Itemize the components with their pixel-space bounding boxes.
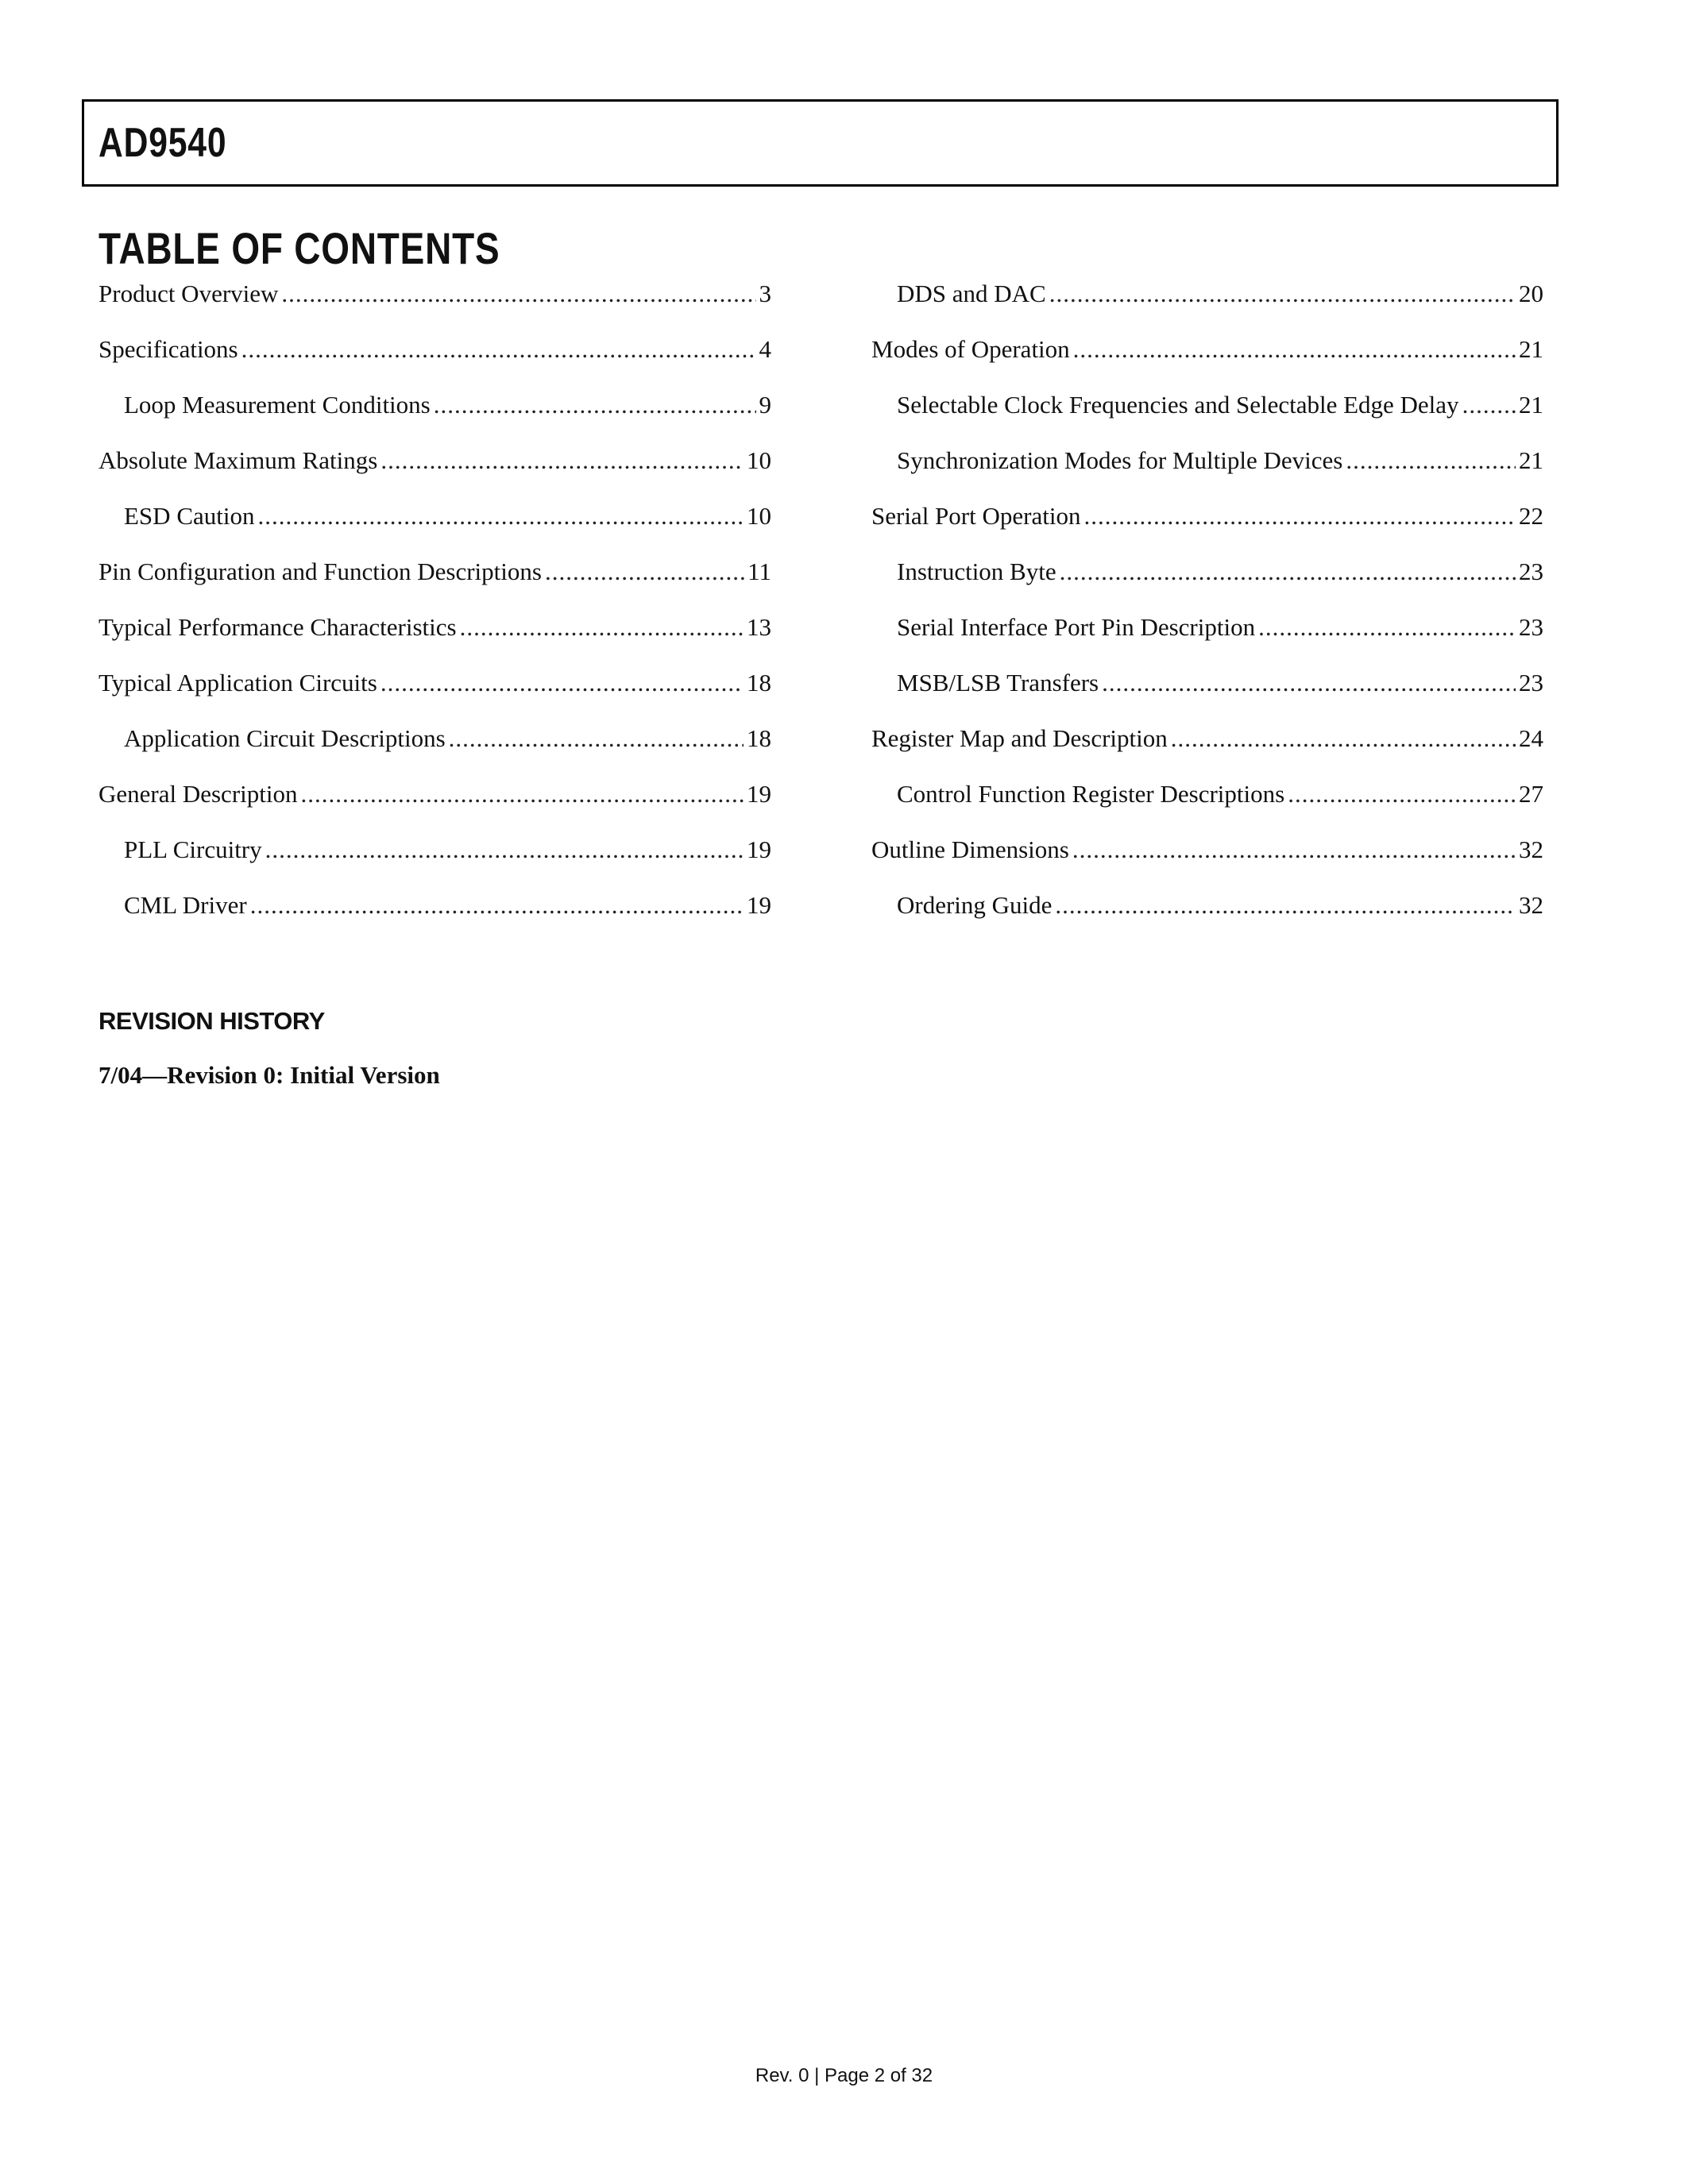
toc-entry-page-number: 23 <box>1519 669 1543 696</box>
toc-entry-page-number: 4 <box>759 335 771 363</box>
toc-entry-label: DDS and DAC <box>897 280 1046 307</box>
header-box <box>82 99 1559 187</box>
toc-entry-label: Outline Dimensions <box>871 835 1069 863</box>
toc-entry-page-number: 19 <box>747 891 771 919</box>
toc-entry-page-number: 10 <box>747 446 771 474</box>
toc-entry-page-number: 32 <box>1519 835 1543 863</box>
page-footer: Rev. 0 | Page 2 of 32 <box>755 2065 933 2086</box>
toc-entry-label: Modes of Operation <box>871 335 1070 363</box>
revision-history-heading: REVISION HISTORY <box>98 1007 325 1035</box>
toc-entry-label: Product Overview <box>98 280 279 307</box>
revision-entry: 7/04—Revision 0: Initial Version <box>98 1061 440 1089</box>
toc-entry-label: Pin Configuration and Function Descriptions <box>98 558 542 585</box>
toc-entry-page-number: 21 <box>1519 335 1543 363</box>
toc-entry-page-number: 24 <box>1519 724 1543 752</box>
toc-entry-page-number: 13 <box>747 613 771 641</box>
toc-dot-leader <box>380 669 744 697</box>
toc-entry[interactable] <box>871 391 1543 446</box>
toc-entry[interactable] <box>98 446 771 502</box>
toc-dot-leader <box>1072 835 1516 864</box>
toc-dot-leader <box>1288 780 1516 808</box>
toc-entry-label: Typical Performance Characteristics <box>98 613 457 641</box>
toc-entry-page-number: 21 <box>1519 391 1543 419</box>
toc-dot-leader <box>1049 280 1516 308</box>
toc-entry[interactable] <box>98 391 771 446</box>
toc-dot-leader <box>545 558 744 586</box>
toc-entry-label: Selectable Clock Frequencies and Selectable Edge Delay <box>897 391 1459 419</box>
toc-entry-label: PLL Circuitry <box>124 835 262 863</box>
toc-entry-page-number: 11 <box>747 558 771 585</box>
toc-entry[interactable] <box>98 724 771 780</box>
toc-entry-page-number: 18 <box>747 724 771 752</box>
toc-left-column <box>98 280 771 947</box>
toc-heading: TABLE OF CONTENTS <box>98 223 500 273</box>
toc-entry[interactable] <box>98 780 771 835</box>
toc-entry-page-number: 20 <box>1519 280 1543 307</box>
toc-entry[interactable] <box>871 502 1543 558</box>
toc-entry[interactable] <box>98 335 771 391</box>
toc-entry[interactable] <box>98 835 771 891</box>
toc-entry-page-number: 27 <box>1519 780 1543 808</box>
toc-entry[interactable] <box>98 280 771 335</box>
toc-dot-leader <box>1102 669 1516 697</box>
toc-entry-label: MSB/LSB Transfers <box>897 669 1099 696</box>
toc-entry-page-number: 18 <box>747 669 771 696</box>
toc-right-column <box>871 280 1543 947</box>
toc-entry-page-number: 10 <box>747 502 771 530</box>
toc-entry-label: Synchronization Modes for Multiple Devices <box>897 446 1343 474</box>
toc-entry-page-number: 23 <box>1519 558 1543 585</box>
toc-entry[interactable] <box>871 891 1543 947</box>
toc-entry-label: Serial Interface Port Pin Description <box>897 613 1256 641</box>
toc-entry-label: ESD Caution <box>124 502 255 530</box>
toc-entry[interactable] <box>98 613 771 669</box>
toc-dot-leader <box>1060 558 1516 586</box>
toc-entry-label: Serial Port Operation <box>871 502 1081 530</box>
toc-entry-page-number: 3 <box>759 280 771 307</box>
toc-entry-label: Typical Application Circuits <box>98 669 377 696</box>
toc-entry-label: Application Circuit Descriptions <box>124 724 446 752</box>
toc-entry[interactable] <box>98 502 771 558</box>
toc-entry[interactable] <box>871 335 1543 391</box>
toc-dot-leader <box>449 724 744 753</box>
toc-dot-leader <box>257 502 744 531</box>
toc-entry-label: Specifications <box>98 335 238 363</box>
toc-entry-page-number: 23 <box>1519 613 1543 641</box>
toc-entry-label: General Description <box>98 780 298 808</box>
toc-entry[interactable] <box>871 613 1543 669</box>
part-number-title: AD9540 <box>98 120 227 166</box>
toc-dot-leader <box>300 780 744 808</box>
toc-dot-leader <box>380 446 744 475</box>
toc-entry-page-number: 21 <box>1519 446 1543 474</box>
toc-dot-leader <box>1258 613 1516 642</box>
toc-entry[interactable] <box>98 669 771 724</box>
toc-dot-leader <box>460 613 744 642</box>
toc-entry-label: Loop Measurement Conditions <box>124 391 431 419</box>
toc-entry-label: Control Function Register Descriptions <box>897 780 1285 808</box>
toc-entry[interactable] <box>871 724 1543 780</box>
toc-entry-page-number: 19 <box>747 835 771 863</box>
toc-dot-leader <box>265 835 744 864</box>
toc-entry-page-number: 22 <box>1519 502 1543 530</box>
toc-entry[interactable] <box>871 446 1543 502</box>
toc-entry[interactable] <box>871 558 1543 613</box>
toc-entry-label: Absolute Maximum Ratings <box>98 446 378 474</box>
toc-dot-leader <box>241 335 756 364</box>
toc-dot-leader <box>250 891 744 920</box>
toc-dot-leader <box>1462 391 1516 419</box>
toc-entry-label: Ordering Guide <box>897 891 1053 919</box>
toc-dot-leader <box>1346 446 1516 475</box>
toc-entry[interactable] <box>98 891 771 947</box>
toc-dot-leader <box>281 280 755 308</box>
toc-dot-leader <box>1073 335 1516 364</box>
toc-entry-page-number: 9 <box>759 391 771 419</box>
toc-dot-leader <box>434 391 756 419</box>
toc-dot-leader <box>1055 891 1516 920</box>
toc-entry-label: Register Map and Description <box>871 724 1168 752</box>
toc-entry[interactable] <box>871 669 1543 724</box>
toc-dot-leader <box>1171 724 1516 753</box>
toc-entry-page-number: 32 <box>1519 891 1543 919</box>
toc-entry[interactable] <box>871 835 1543 891</box>
toc-entry[interactable] <box>98 558 771 613</box>
toc-dot-leader <box>1083 502 1516 531</box>
toc-entry[interactable] <box>871 780 1543 835</box>
toc-entry-label: CML Driver <box>124 891 247 919</box>
toc-entry[interactable] <box>871 280 1543 335</box>
toc-entry-label: Instruction Byte <box>897 558 1056 585</box>
toc-entry-page-number: 19 <box>747 780 771 808</box>
